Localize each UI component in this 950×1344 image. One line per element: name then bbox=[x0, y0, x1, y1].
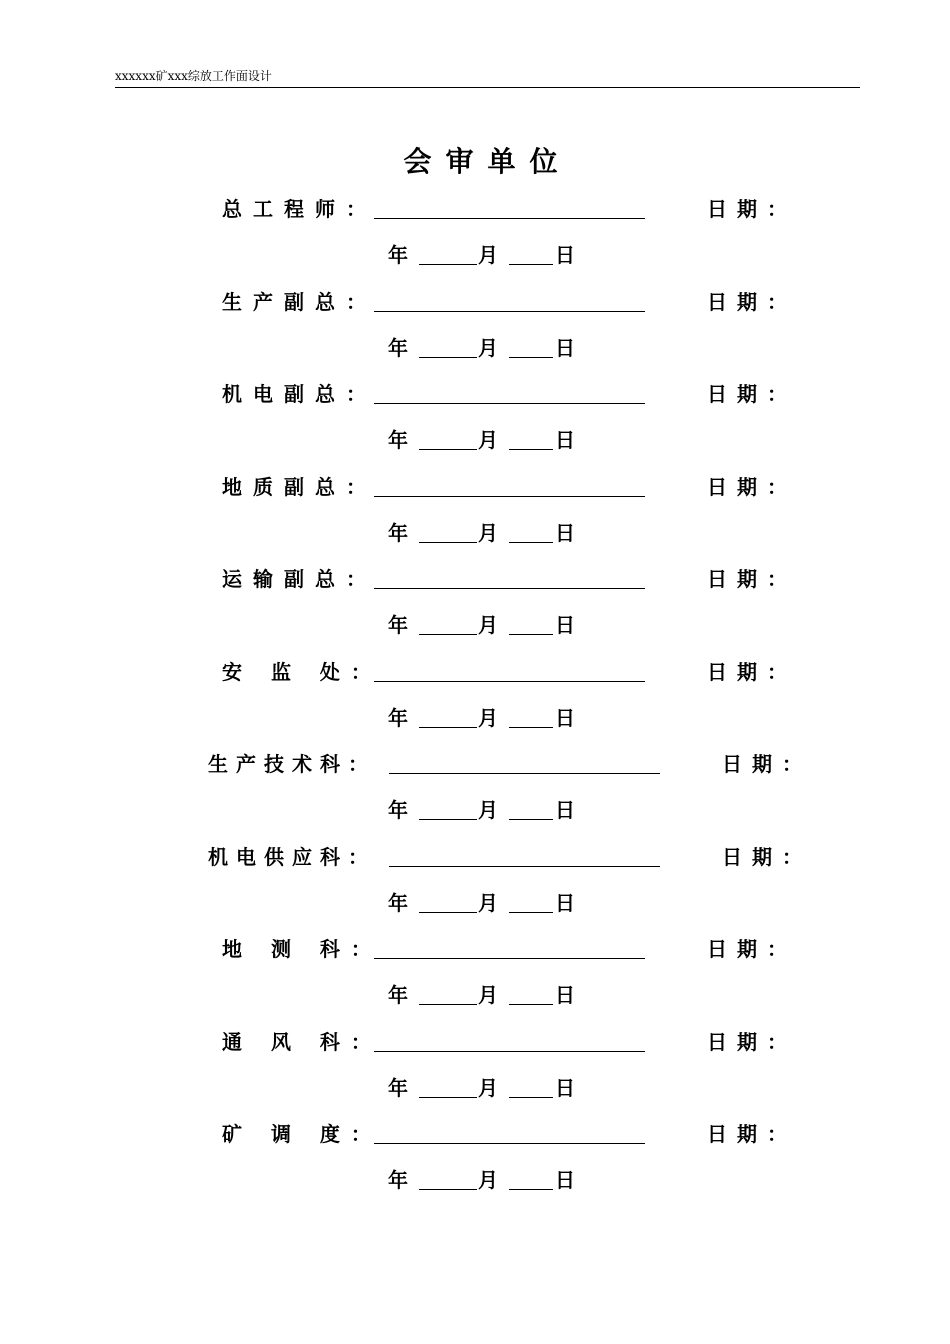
signer-label: 地质副总： bbox=[222, 475, 377, 499]
year-label: 年 bbox=[388, 613, 408, 637]
document-title: 会审单位 bbox=[403, 145, 572, 178]
signer-label: 生产副总： bbox=[222, 290, 377, 314]
month-blank[interactable] bbox=[419, 449, 477, 450]
signer-label: 矿 调 度： bbox=[222, 1122, 382, 1146]
day-blank[interactable] bbox=[509, 634, 553, 635]
date-label: 日期： bbox=[707, 937, 797, 961]
signer-label: 机电副总： bbox=[222, 382, 377, 406]
date-label: 日期： bbox=[707, 197, 797, 221]
signer-label: 安 监 处： bbox=[222, 660, 382, 684]
day-label: 日 bbox=[555, 521, 575, 545]
date-label: 日期： bbox=[707, 1030, 797, 1054]
date-fields bbox=[388, 1075, 583, 1101]
month-blank[interactable] bbox=[419, 727, 477, 728]
year-label: 年 bbox=[388, 521, 408, 545]
day-blank[interactable] bbox=[509, 727, 553, 728]
month-label: 月 bbox=[478, 428, 498, 452]
date-label: 日期： bbox=[707, 382, 797, 406]
month-label: 月 bbox=[478, 243, 498, 267]
signature-line[interactable] bbox=[374, 588, 645, 589]
date-fields bbox=[388, 612, 583, 638]
day-label: 日 bbox=[555, 798, 575, 822]
page-header bbox=[115, 68, 860, 88]
date-label: 日期： bbox=[707, 567, 797, 591]
day-label: 日 bbox=[555, 243, 575, 267]
day-blank[interactable] bbox=[509, 1097, 553, 1098]
date-fields bbox=[388, 1167, 583, 1193]
signature-line[interactable] bbox=[374, 681, 645, 682]
signer-label: 生产技术科： bbox=[208, 752, 376, 776]
month-label: 月 bbox=[478, 521, 498, 545]
month-blank[interactable] bbox=[419, 634, 477, 635]
month-label: 月 bbox=[478, 336, 498, 360]
day-blank[interactable] bbox=[509, 819, 553, 820]
signer-label: 运输副总： bbox=[222, 567, 377, 591]
date-label: 日期： bbox=[707, 290, 797, 314]
year-label: 年 bbox=[388, 891, 408, 915]
month-blank[interactable] bbox=[419, 357, 477, 358]
date-fields bbox=[388, 982, 583, 1008]
year-label: 年 bbox=[388, 1168, 408, 1192]
day-label: 日 bbox=[555, 1168, 575, 1192]
day-label: 日 bbox=[555, 613, 575, 637]
day-blank[interactable] bbox=[509, 357, 553, 358]
day-label: 日 bbox=[555, 428, 575, 452]
year-label: 年 bbox=[388, 243, 408, 267]
day-label: 日 bbox=[555, 1076, 575, 1100]
month-label: 月 bbox=[478, 613, 498, 637]
signature-line[interactable] bbox=[374, 1051, 645, 1052]
day-blank[interactable] bbox=[509, 449, 553, 450]
month-blank[interactable] bbox=[419, 1189, 477, 1190]
signature-line[interactable] bbox=[389, 866, 660, 867]
signature-line[interactable] bbox=[374, 958, 645, 959]
date-label: 日期： bbox=[722, 845, 812, 869]
date-label: 日期： bbox=[722, 752, 812, 776]
year-label: 年 bbox=[388, 706, 408, 730]
day-label: 日 bbox=[555, 336, 575, 360]
signature-line[interactable] bbox=[374, 311, 645, 312]
day-label: 日 bbox=[555, 706, 575, 730]
month-blank[interactable] bbox=[419, 264, 477, 265]
signature-line[interactable] bbox=[389, 773, 660, 774]
month-blank[interactable] bbox=[419, 1004, 477, 1005]
month-blank[interactable] bbox=[419, 542, 477, 543]
day-blank[interactable] bbox=[509, 912, 553, 913]
year-label: 年 bbox=[388, 1076, 408, 1100]
year-label: 年 bbox=[388, 428, 408, 452]
day-label: 日 bbox=[555, 983, 575, 1007]
signer-label: 机电供应科： bbox=[208, 845, 376, 869]
year-label: 年 bbox=[388, 983, 408, 1007]
month-label: 月 bbox=[478, 706, 498, 730]
day-blank[interactable] bbox=[509, 542, 553, 543]
day-blank[interactable] bbox=[509, 1189, 553, 1190]
date-fields bbox=[388, 335, 583, 361]
header-text: xxxxxx矿xxx综放工作面设计 bbox=[115, 69, 272, 83]
date-label: 日期： bbox=[707, 1122, 797, 1146]
signature-line[interactable] bbox=[374, 496, 645, 497]
signature-line[interactable] bbox=[374, 1143, 645, 1144]
signer-label: 总工程师： bbox=[222, 197, 377, 221]
month-blank[interactable] bbox=[419, 819, 477, 820]
signer-label: 地 测 科： bbox=[222, 937, 382, 961]
year-label: 年 bbox=[388, 336, 408, 360]
month-blank[interactable] bbox=[419, 912, 477, 913]
date-fields bbox=[388, 705, 583, 731]
day-blank[interactable] bbox=[509, 264, 553, 265]
signature-line[interactable] bbox=[374, 218, 645, 219]
date-label: 日期： bbox=[707, 475, 797, 499]
month-blank[interactable] bbox=[419, 1097, 477, 1098]
day-blank[interactable] bbox=[509, 1004, 553, 1005]
month-label: 月 bbox=[478, 1076, 498, 1100]
signature-line[interactable] bbox=[374, 403, 645, 404]
signer-label: 通 风 科： bbox=[222, 1030, 382, 1054]
month-label: 月 bbox=[478, 891, 498, 915]
month-label: 月 bbox=[478, 1168, 498, 1192]
date-fields bbox=[388, 797, 583, 823]
date-fields bbox=[388, 890, 583, 916]
date-fields bbox=[388, 242, 583, 268]
month-label: 月 bbox=[478, 798, 498, 822]
date-fields bbox=[388, 520, 583, 546]
date-fields bbox=[388, 427, 583, 453]
year-label: 年 bbox=[388, 798, 408, 822]
day-label: 日 bbox=[555, 891, 575, 915]
date-label: 日期： bbox=[707, 660, 797, 684]
month-label: 月 bbox=[478, 983, 498, 1007]
